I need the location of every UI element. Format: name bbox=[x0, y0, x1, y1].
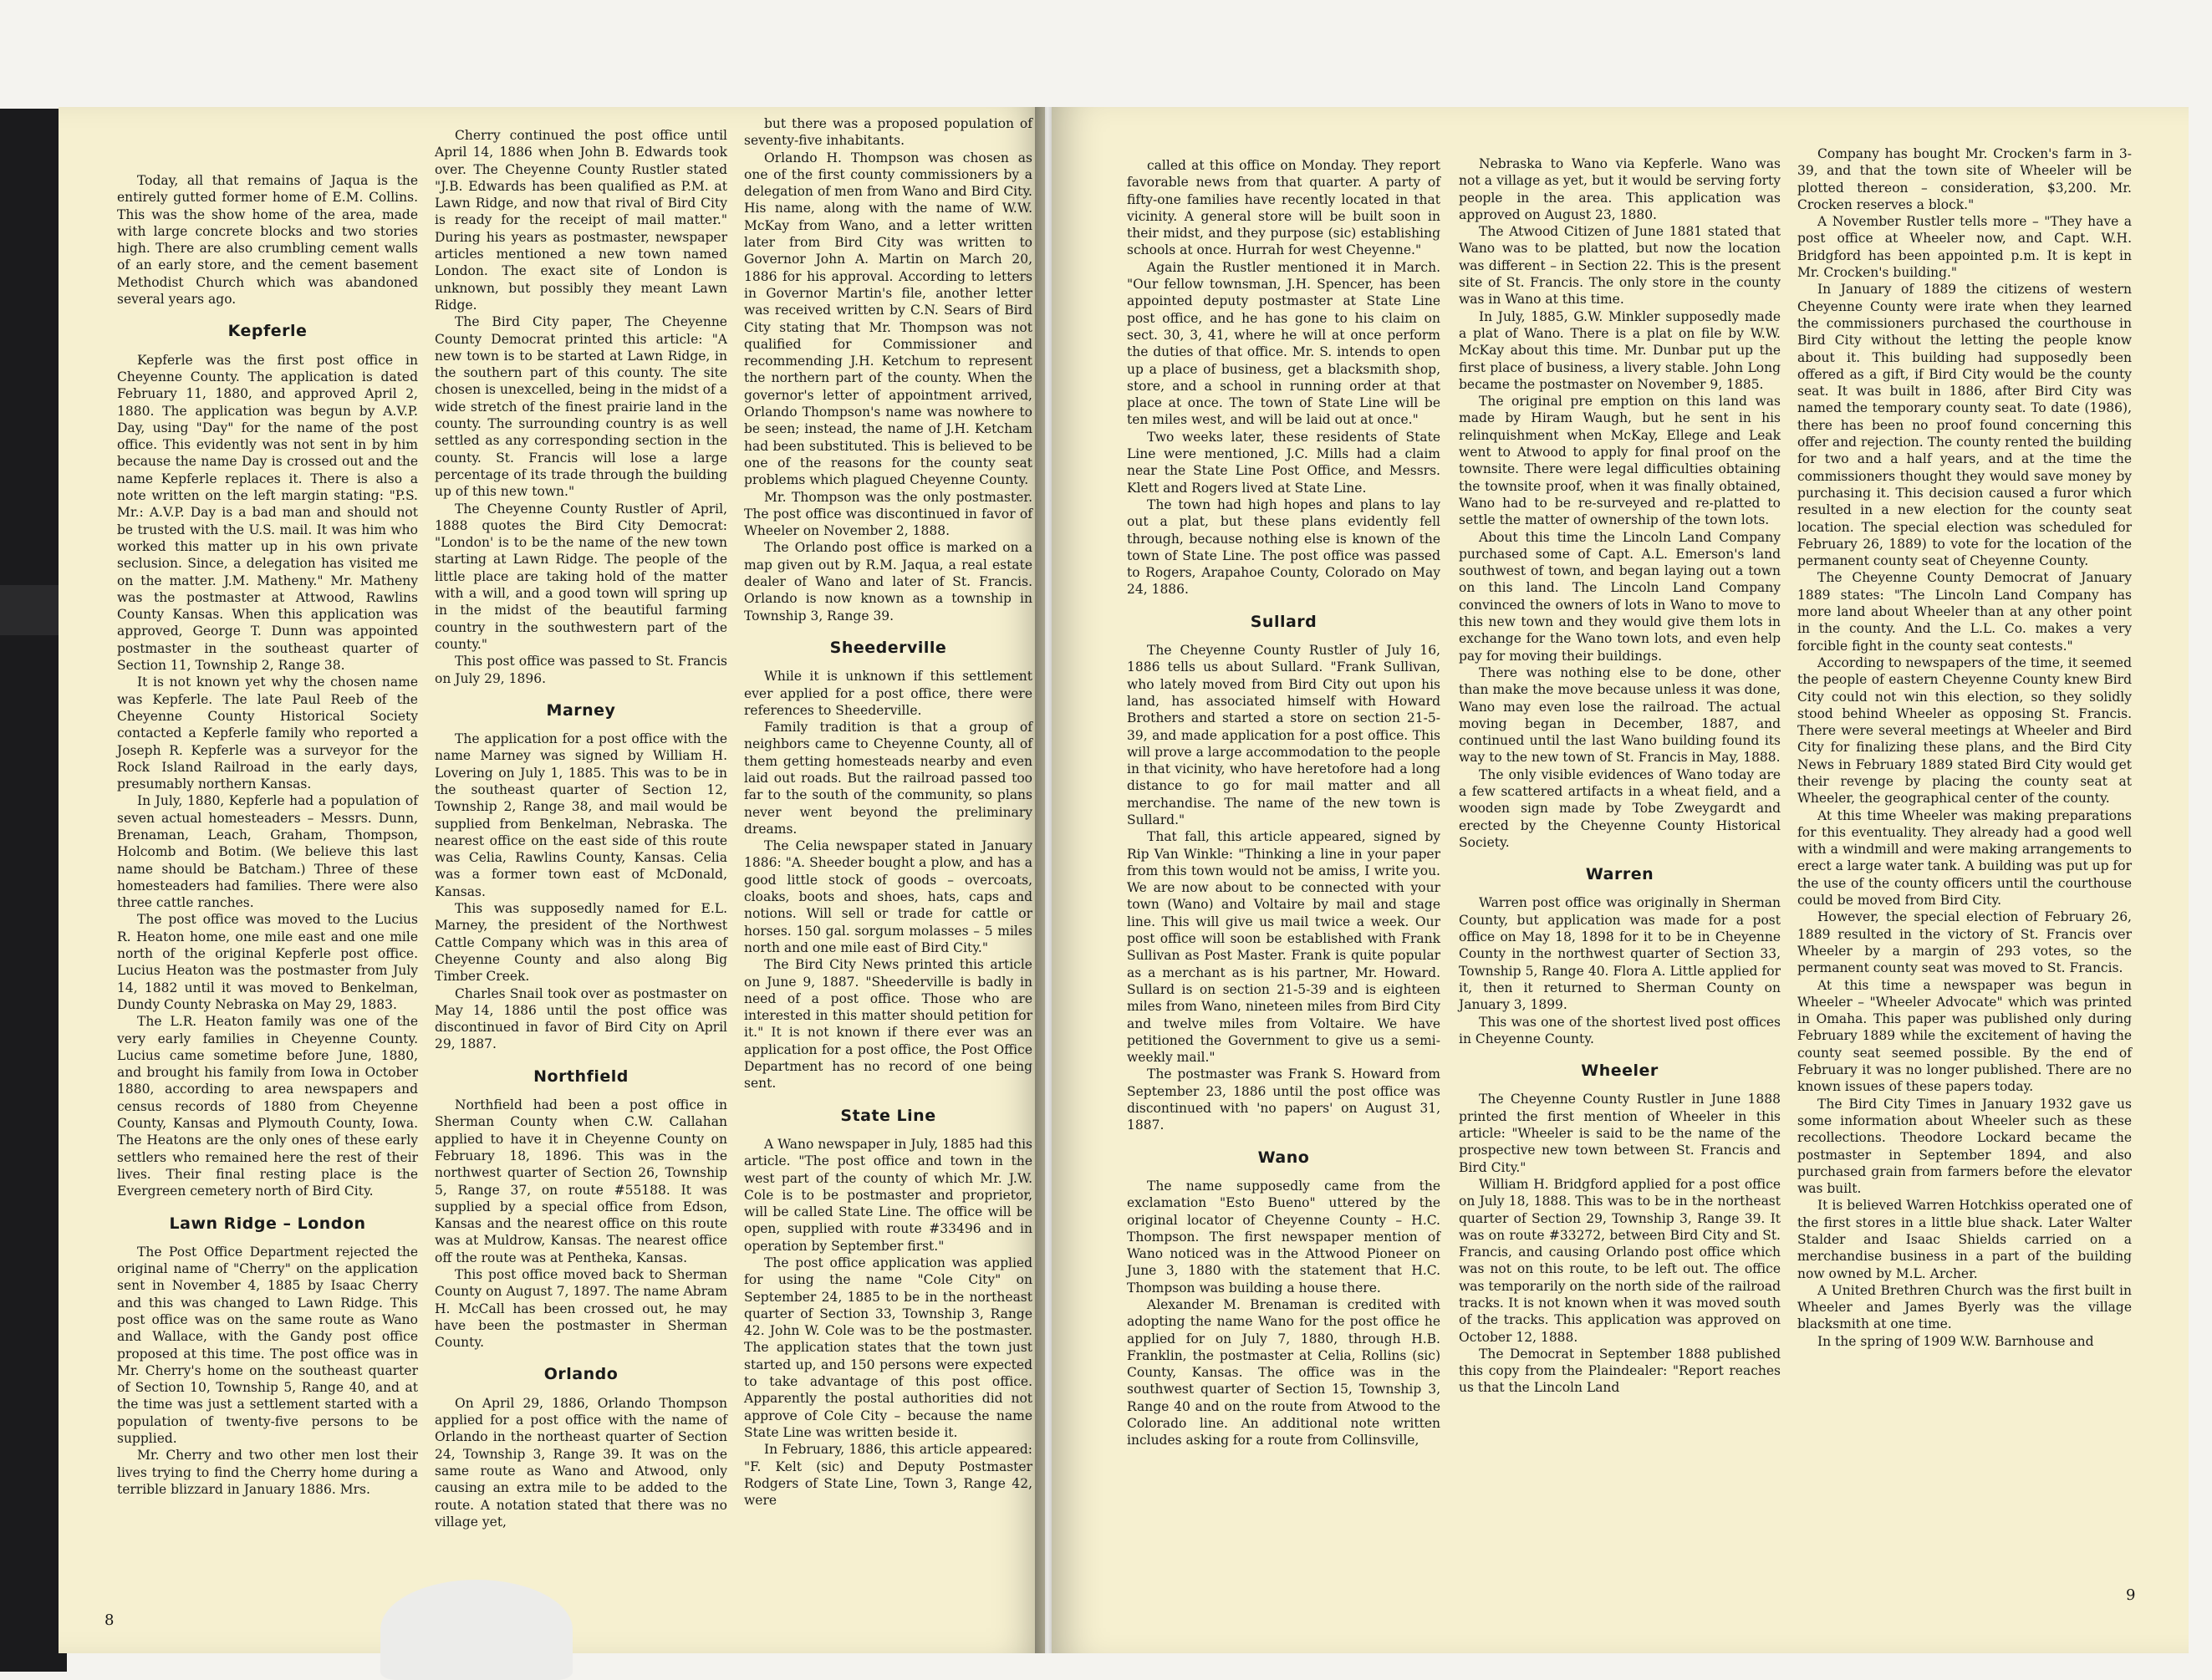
left-page bbox=[59, 107, 1045, 1653]
left-col-2 bbox=[435, 127, 727, 1530]
section-heading-orlando: Orlando bbox=[543, 1365, 619, 1384]
paragraph: In July, 1885, G.W. Minkler supposedly made a plat of Wano. There is a plat on file by W.W. McKay about this time. Mr. Dunbar put up the first place of business, a livery stable. John Long became the postmaster on November 9, 1885. bbox=[1459, 308, 1781, 392]
paragraph: Warren post office was originally in Sherman County, but application was made for a post office on May 18, 1898 for it to be in Cheyenne County in the northwest quarter of Section 33, Township 5, Range 40. Flora A. Little applied for it, then it returned to Sherman County on January 3, 1899. bbox=[1459, 895, 1781, 1013]
paragraph: Northfield had been a post office in Sherman County when C.W. Callahan applied to have it in Cheyenne County on February 18, 1896. This was in the northwest quarter of Section 26, Township 5, Range 37, on route #55188. It was supplied by a special office from Edson, Kansas and the nearest office on this route was at Muldrow, Kansas. The nearest office off the route was at Pentheka, Kansas. bbox=[435, 1097, 727, 1265]
paragraph: The Celia newspaper stated in January 1886: "A. Sheeder bought a plow, and has a good little stock of goods – overcoats, cloaks, boots and shoes, hats, caps and notions. Will sell or trade for cattle or horses. 150 gal. sorgum molasses – 5 miles north and one mile east of Bird City." bbox=[744, 838, 1032, 955]
section-heading-sullard: Sullard bbox=[1250, 612, 1318, 631]
paragraph: The name supposedly came from the exclamation "Esto Bueno" uttered by the original locator of Cheyenne County – H.C. Thompson. The first newspaper mention of Wano noticed was in the Attwood Pioneer on June 3, 1880 with the statement that H.C. Thompson was building a house there. bbox=[1127, 1178, 1440, 1296]
paragraph: This was supposedly named for E.L. Marney, the president of the Northwest Cattle Company which was in this area of Cheyenne County and also along Big Timber Creek. bbox=[435, 901, 727, 985]
paragraph: It is believed Warren Hotchkiss operated one of the first stores in a little blue shack. Later Walter Stalder and Isaac Shields carried on a merchandise business in a part of the building now owned by M.L. Archer. bbox=[1797, 1198, 2132, 1281]
paragraph: Orlando H. Thompson was chosen as one of the first county commissioners by a delegation of men from Wano and Bird City. His name, along with the name of W.W. McKay from Wano, and a letter written later from Bird City was written to Governor John A. Martin on March 20, 1886 for his approval. According to letters in Governor Martin's file, another letter was received written by C.N. Sears of Bird City stating that Mr. Thompson was not qualified for Commissioner and recommending J.H. Ketchum to represent the northern part of the county. When the governor's letter of appointment arrived, Orlando Thompson's name was nowhere to be seen; instead, the name of J.H. Ketcham had been substituted. This is believed to be one of the reasons for the county seat problems which plagued Cheyenne County. bbox=[744, 150, 1032, 488]
paragraph: The Bird City News printed this article on June 9, 1887. "Sheederville is badly in need of a post office. Those who are interested in this matter should petition for it." It is not known if there ever was an application for a post office, the Post Office Department has no record of one being sent. bbox=[744, 957, 1032, 1092]
paragraph: It is not known yet why the chosen name was Kepferle. The late Paul Reeb of the Cheyenne County Historical Society contacted a Kepferle family who reported a Joseph R. Kepferle was a surveyor for the Rock Island Railroad in the early days, presumably northern Kansas. bbox=[117, 675, 418, 792]
paragraph: The Atwood Citizen of June 1881 stated that Wano was to be platted, but now the location was different – in Section 22. This is the present site of St. Francis. The only store in the county was in Wano at this time. bbox=[1459, 224, 1781, 308]
paragraph: The L.R. Heaton family was one of the very early families in Cheyenne County. Lucius came sometime before June, 1880, and brought his family from Iowa in October 1880, according to area newspapers and census records of 1880 from Cheyenne County, Kansas and Plymouth County, Iowa. The Heatons are the only ones of these early settlers who remained here the rest of their lives. Their final resting place is the Evergreen cemetery north of Bird City. bbox=[117, 1014, 418, 1199]
paragraph: This post office was passed to St. Francis on July 29, 1896. bbox=[435, 654, 727, 686]
paragraph: A United Brethren Church was the first built in Wheeler and James Byerly was the village blacksmith at one time. bbox=[1797, 1282, 2132, 1332]
section-heading-northfield: Northfield bbox=[533, 1067, 629, 1086]
paragraph: called at this office on Monday. They report favorable news from that quarter. A party of fifty-one families have recently located in that vicinity. A general store will be built soon in their midst, and they purpose (sic) establishing schools at once. Hurrah for west Cheyenne." bbox=[1127, 158, 1440, 258]
paragraph: There was nothing else to be done, other than make the move because unless it was done, Wano may even lose the railroad. The actual moving began in December, 1887, and continued until the last Wano building found its way to the new town of St. Francis in May, 1888. bbox=[1459, 664, 1781, 766]
right-page bbox=[1052, 107, 2189, 1653]
paragraph: However, the special election of February 26, 1889 resulted in the victory of St. Francis over Wheeler by a margin of 293 votes, so the permanent county seat was moved to St. Francis. bbox=[1797, 909, 2132, 976]
paragraph: The Democrat in September 1888 published this copy from the Plaindealer: "Report reaches us that the Lincoln Land bbox=[1459, 1346, 1781, 1396]
paragraph: The Post Office Department rejected the original name of "Cherry" on the application sent in November 4, 1885 by Isaac Cherry and this was changed to Lawn Ridge. This post office was on the same route as Wano and Wallace, with the Gandy post office proposed at this time. The post office was in Mr. Cherry's home on the southeast quarter of Section 10, Township 5, Range 40, and at the time was just a settlement started with a population of twenty-five persons to be supplied. bbox=[117, 1244, 418, 1447]
paragraph: but there was a proposed population of seventy-five inhabitants. bbox=[744, 116, 1032, 149]
paragraph: This post office moved back to Sherman County on August 7, 1897. The name Abram H. McCall has been crossed out, he may have been the postmaster in Sherman County. bbox=[435, 1267, 727, 1351]
paragraph: The Bird City paper, The Cheyenne County Democrat printed this article: "A new town is to be started at Lawn Ridge, in the southern part of this county. The site chosen is unexcelled, being in the midst of a wide stretch of the finest prairie land in the county. The surrounding country is as well settled as any corresponding section in the county. St. Francis will lose a large percentage of its trade through the building up of this new town." bbox=[435, 314, 727, 500]
paragraph: The post office application was applied for using the name "Cole City" on September 24, 1885 to be in the northeast quarter of Section 33, Township 3, Range 42. John W. Cole was to be the postmaster. The application states that the town just started up, and 150 persons were expected to take advantage of this post office. Apparently the postal authorities did not approve of Cole City – because the name State Line was written beside it. bbox=[744, 1255, 1032, 1440]
section-heading-lawn-ridge: Lawn Ridge – London bbox=[169, 1214, 366, 1233]
section-heading-wano: Wano bbox=[1257, 1148, 1310, 1167]
right-col-1 bbox=[1127, 157, 1440, 1449]
thumb bbox=[380, 1580, 573, 1680]
paragraph: That fall, this article appeared, signed by Rip Van Winkle: "Thinking a line in your paper from this town would not be amiss, I write you. We are now about to be connected with your town (Wano) and Voltaire by mail and stage line. This will give us mail twice a week. Our post office will soon be established with Frank Sullivan as Post Master. Frank is quite popular as a merchant as is his partner, Mr. Howard. Sullard is on section 21-5-39 and is eighteen miles from Wano, nineteen miles from Bird City and twelve miles from Voltaire. We have petitioned the Government to give us a semi-weekly mail." bbox=[1127, 829, 1440, 1066]
section-heading-warren: Warren bbox=[1585, 865, 1654, 884]
paragraph: About this time the Lincoln Land Company purchased some of Capt. A.L. Emerson's land southwest of town, and began laying out a town on this land. The Lincoln Land Company convinced the owners of lots in Wano to move to this new town and they would give them lots in exchange for the Wano town lots, and even help pay for moving their buildings. bbox=[1459, 529, 1781, 664]
paragraph: While it is unknown if this settlement ever applied for a post office, there were references to Sheederville. bbox=[744, 669, 1032, 718]
paragraph: In January of 1889 the citizens of western Cheyenne County were irate when they learned the commissioners purchased the courthouse in Bird City without the letting the people know about it. This building had supposedly been offered as a gift, if Bird City would be the county seat. It was built in 1886, after Bird City was named the temporary county seat. To date (1986), there has been no proof found concerning this offer and rejection. The county rented the building for two and a half years, and at the time the commissioners thought they would save money by purchasing it. This decision caused a furor which resulted in a new election for the county seat location. The special election was scheduled for February 26, 1889) to vote for the location of the permanent county seat of Cheyenne County. bbox=[1797, 282, 2132, 569]
paragraph: The application for a post office with the name Marney was signed by William H. Lovering on July 1, 1885. This was to be in the southeast quarter of Section 12, Township 2, Range 38, and mail would be supplied from Benkelman, Nebraska. The nearest office on the east side of this route was Celia, Rawlins County, Kansas. Celia was a former town east of McDonald, Kansas. bbox=[435, 731, 727, 899]
cover-edge bbox=[0, 585, 59, 635]
paragraph: A November Rustler tells more – "They have a post office at Wheeler now, and Capt. W.H. Bridgford has been appointed p.m. It is kept in Mr. Crocken's building." bbox=[1797, 214, 2132, 281]
paragraph: William H. Bridgford applied for a post office on July 18, 1888. This was to be in the northeast quarter of Section 29, Township 3, Range 39. It was on route #33272, between Bird City and St. Francis, and causing Orlando post office which was not on this route, to be left out. The office was temporarily on the north side of the railroad tracks. It is not known when it was moved south of the tracks. This application was approved on October 12, 1888. bbox=[1459, 1176, 1781, 1345]
book-cover bbox=[0, 109, 67, 1672]
paragraph: On April 29, 1886, Orlando Thompson applied for a post office with the name of Orlando in the northeast quarter of Section 24, Township 3, Range 39. It was on the same route as Wano and Atwood, only causing an extra mile to be added to the route. A notation stated that there was no village yet, bbox=[435, 1395, 727, 1530]
paragraph: Alexander M. Brenaman is credited with adopting the name Wano for the post office he applied for on July 7, 1880, through H.B. Franklin, the postmaster at Celia, Rollins (sic) County, Kansas. The office was in the southwest quarter of Section 15, Township 3, Range 40 and on the route from Atwood to the Colorado line. An additional note written includes asking for a route from Collinsville, bbox=[1127, 1297, 1440, 1448]
paragraph: This was one of the shortest lived post offices in Cheyenne County. bbox=[1459, 1014, 1781, 1046]
paragraph: The Cheyenne County Rustler of April, 1888 quotes the Bird City Democrat: "London' is to be the name of the new town starting at Lawn Ridge. The people of the little place are taking hold of the matter with a will, and a good town will spring up in the midst of the beautiful farming country in the southwestern part of the county." bbox=[435, 501, 727, 652]
paragraph: The Cheyenne County Democrat of January 1889 states: "The Lincoln Land Company has more land about Wheeler than at any other point in the county. And the L.L. Co. makes a very forcible fight in the county seat contests." bbox=[1797, 570, 2132, 654]
paragraph: A Wano newspaper in July, 1885 had this article. "The post office and town in the west part of the county of which Mr. J.W. Cole is to be postmaster and proprietor, will be called State Line. The office will be open, supplied with route #33496 and in operation by September first." bbox=[744, 1136, 1032, 1254]
right-col-3 bbox=[1797, 145, 2132, 1350]
paragraph: Kepferle was the first post office in Cheyenne County. The application is dated February 11, 1880, and approved April 2, 1880. The application was begun by A.V.P. Day, using "Day" for the name of the post office. This evidently was not sent in by him because the name Day is crossed out and the name Kepferle replaces it. There is also a note written on the left margin stating: "P.S. Mr.: A.V.P. Day is a bad man and should not be trusted with the U.S. mail. It was him who worked this matter up in his own private seclusion. Since, a delegation has visited me on the matter. J.M. Matheny." Mr. Matheny was the postmaster at Attwood, Rawlins County Kansas. When this application was approved, George T. Dunn was appointed postmaster in the southeast quarter of Section 11, Township 2, Range 38. bbox=[117, 352, 418, 674]
paragraph: At this time a newspaper was begun in Wheeler – "Wheeler Advocate" which was printed in Omaha. This paper was published only during February 1889 while the excitement of having the county seat seemed possible. By the end of February it was no longer published. There are no known issues of these papers today. bbox=[1797, 977, 2132, 1095]
paragraph: The postmaster was Frank S. Howard from September 23, 1886 until the post office was discontinued with 'no papers' on August 31, 1887. bbox=[1127, 1067, 1440, 1133]
paragraph: According to newspapers of the time, it seemed the people of eastern Cheyenne County knew Bird City could not win this election, so they solidly stood behind Wheeler as opposing St. Francis. There were several meetings at Wheeler and Bird City for finalizing these plans, and the Bird City News in February 1889 stated Bird City would get their revenge by placing the county seat at Wheeler, the geographical center of the county. bbox=[1797, 654, 2132, 807]
paragraph: Mr. Thompson was the only postmaster. The post office was discontinued in favor of Wheeler on November 2, 1888. bbox=[744, 489, 1032, 539]
paragraph: The Cheyenne County Rustler of July 16, 1886 tells us about Sullard. "Frank Sullivan, who lately moved from Bird City out upon his land, has associated himself with Howard Brothers and started a store on section 21-5-39, and made application for a post office. This will prove a large accommodation to the people in that vicinity, who have heretofore had a long distance to go for mail matter and all merchandise. The name of the new town is Sullard." bbox=[1127, 643, 1440, 827]
page-number-left: 8 bbox=[104, 1611, 115, 1629]
paragraph: Again the Rustler mentioned it in March. "Our fellow townsman, J.H. Spencer, has been appointed deputy postmaster at State Line post office, and he has gone to his claim on sect. 30, 3, 41, where he will at once perform the duties of that office. Mr. S. intends to open up a place of business, get a blacksmith shop, store, and a school in running order at that place at once. The town of State Line will be ten miles west, and will be laid out at once." bbox=[1127, 259, 1440, 428]
paragraph: Today, all that remains of Jaqua is the entirely gutted former home of E.M. Collins. This was the show home of the area, made with large concrete blocks and two stories high. There are also crumbling cement walls of an early store, and the cement basement Methodist Church which was abandoned several years ago. bbox=[117, 173, 418, 308]
paragraph: In July, 1880, Kepferle had a population of seven actual homesteaders – Messrs. Dunn, Brenaman, Leach, Graham, Thompson, Holcomb and Botim. (We believe this last name should be Batcham.) Three of these homesteaders had families. There were also three cattle ranches. bbox=[117, 793, 418, 911]
section-heading-wheeler: Wheeler bbox=[1581, 1061, 1659, 1081]
paragraph: The post office was moved to the Lucius R. Heaton home, one mile east and one mile north of the original Kepferle post office. Lucius Heaton was the postmaster from July 14, 1882 until it was moved to Benkelman, Dundy County Nebraska on May 29, 1883. bbox=[117, 912, 418, 1012]
paragraph: The Bird City Times in January 1932 gave us some information about Wheeler such as these recollections. Theodore Lockard became the postmaster in September 1894, and also purchased grain from farmers before the elevator was built. bbox=[1797, 1096, 2132, 1197]
paragraph: Two weeks later, these residents of State Line were mentioned, J.C. Mills had a claim near the State Line Post Office, and Messrs. Klett and Rogers lived at State Line. bbox=[1127, 429, 1440, 496]
paragraph: Family tradition is that a group of neighbors came to Cheyenne County, all of them getting homesteads nearby and even laid out roads. But the railroad passed too far to the south of the community, so plans never went beyond the preliminary dreams. bbox=[744, 720, 1032, 837]
paragraph: The only visible evidences of Wano today are a few scattered artifacts in a wheat field, and a wooden sign made by Tobe Zweygardt and erected by the Cheyenne County Historical Society. bbox=[1459, 766, 1781, 850]
paragraph: The Orlando post office is marked on a map given out by R.M. Jaqua, a real estate dealer of Wano and later of St. Francis. Orlando is now known as a township in Township 3, Range 39. bbox=[744, 540, 1032, 624]
left-col-3 bbox=[744, 115, 1032, 1509]
section-heading-kepferle: Kepferle bbox=[227, 322, 308, 341]
paragraph: At this time Wheeler was making preparations for this eventuality. They already had a good well with a windmill and were making arrangements to erect a large water tank. A building was put up for the use of the county officers until the courthouse could be moved from Bird City. bbox=[1797, 807, 2132, 909]
right-col-2 bbox=[1459, 155, 1781, 1397]
paragraph: Company has bought Mr. Crocken's farm in 3-39, and that the town site of Wheeler will be plotted thereon – consideration, $3,200. Mr. Crocken reserves a block." bbox=[1797, 146, 2132, 212]
paragraph: Cherry continued the post office until April 14, 1886 when John B. Edwards took over. The Cheyenne County Rustler stated "J.B. Edwards has been qualified as P.M. at Lawn Ridge, and now that rival of Bird City is ready for the receipt of mail matter." During his years as postmaster, newspaper articles mentioned a new town named London. The exact site of London is unknown, but possibly they meant Lawn Ridge. bbox=[435, 128, 727, 313]
paragraph: The original pre emption on this land was made by Hiram Waugh, but he sent in his relinquishment when McKay, Ellege and Leak went to Atwood to apply for final proof on the townsite. There were legal difficulties obtaining the townsite proof, when it was finally obtained, Wano had to be re-surveyed and re-platted to settle the matter of ownership of the town lots. bbox=[1459, 394, 1781, 528]
paragraph: Mr. Cherry and two other men lost their lives trying to find the Cherry home during a terrible blizzard in January 1886. Mrs. bbox=[117, 1448, 418, 1497]
left-col-1 bbox=[117, 172, 418, 1498]
paragraph: In February, 1886, this article appeared: "F. Kelt (sic) and Deputy Postmaster Rodgers of State Line, Town 3, Range 42, were bbox=[744, 1442, 1032, 1509]
page-number-right: 9 bbox=[2126, 1586, 2136, 1604]
paragraph: Charles Snail took over as postmaster on May 14, 1886 until the post office was discontinued in favor of Bird City on April 29, 1887. bbox=[435, 985, 727, 1052]
section-heading-sheederville: Sheederville bbox=[829, 638, 947, 657]
paragraph: In the spring of 1909 W.W. Barnhouse and bbox=[1817, 1333, 2094, 1349]
section-heading-marney: Marney bbox=[546, 700, 616, 720]
paragraph: Nebraska to Wano via Kepferle. Wano was not a village as yet, but it would be serving forty people in the area. This application was approved on August 23, 1880. bbox=[1459, 156, 1781, 222]
paragraph: The town had high hopes and plans to lay out a plat, but these plans evidently fell through, because nothing else is known of the town of State Line. The post office was passed to Rogers, Arapahoe County, Colorado on May 24, 1886. bbox=[1127, 496, 1440, 598]
paragraph: The Cheyenne County Rustler in June 1888 printed the first mention of Wheeler in this article: "Wheeler is said to be the name of the prospective new town between St. Francis and Bird City." bbox=[1459, 1092, 1781, 1175]
section-heading-state-line: State Line bbox=[840, 1106, 936, 1125]
